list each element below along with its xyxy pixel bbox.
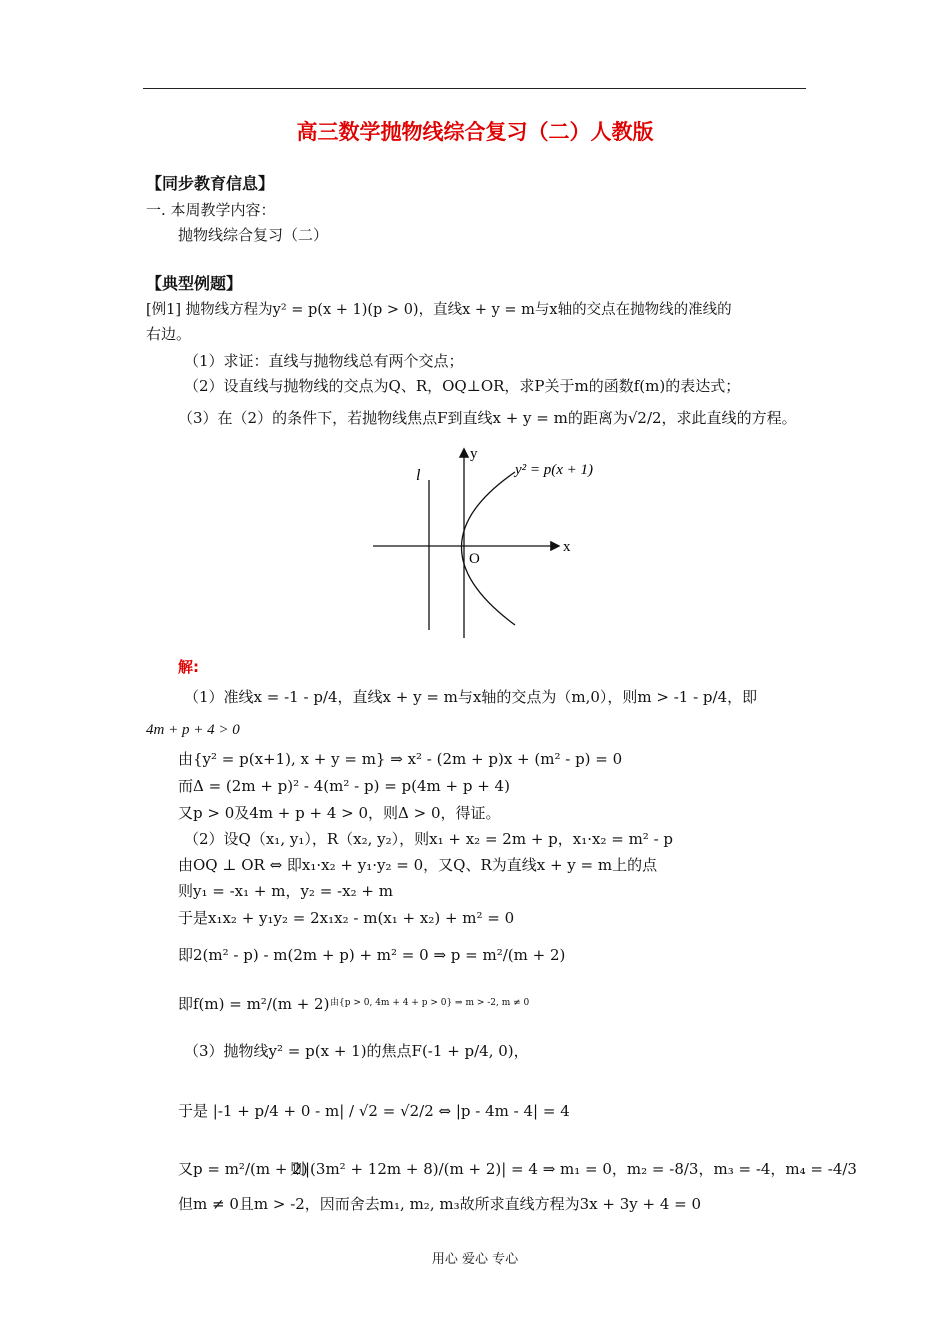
solution-line-4: 而Δ = (2m + p)² - 4(m² - p) = p(4m + p + 4) — [178, 777, 510, 795]
solution-line-6: （2）设Q（x₁, y₁），R（x₂, y₂），则x₁ + x₂ = 2m + p，x₁·x₂ = m² - p — [184, 830, 674, 848]
question-1: （1）求证：直线与抛物线总有两个交点； — [184, 352, 464, 370]
solution-line-12: 由{p > 0, 4m + 4 + p > 0} ⇒ m > -2, m ≠ 0 — [330, 998, 530, 1008]
x-axis-label: x — [563, 539, 571, 555]
solution-line-11: 即f(m) = m²/(m + 2) — [178, 995, 330, 1013]
solution-line-1: （1）准线x = -1 - p/4，直线x + y = m与x轴的交点为（m,0），则m > -1 - p/4，即 — [184, 688, 758, 706]
solution-line-13: （3）抛物线y² = p(x + 1)的焦点F(-1 + p/4, 0)， — [184, 1042, 529, 1060]
example-1-stem: [例1] 抛物线方程为y² = p(x + 1)(p > 0)，直线x + y = m与x轴的交点在抛物线的准线的 — [146, 302, 732, 318]
page-footer: 用心 爱心 专心 — [431, 1252, 519, 1267]
parabola-curve — [462, 472, 516, 625]
solution-label: 解: — [178, 658, 199, 676]
week-content-label: 一. 本周教学内容： — [146, 201, 276, 219]
solution-line-7: 由OQ ⊥ OR ⇔ 即x₁·x₂ + y₁·y₂ = 0，又Q、R为直线x + y = m上的点 — [178, 856, 658, 874]
solution-line-5: 又p > 0及4m + p + 4 > 0，则Δ > 0，得证。 — [178, 804, 501, 822]
week-content: 抛物线综合复习（二） — [178, 226, 329, 244]
directrix-label: l — [416, 467, 421, 484]
solution-line-14: 于是 |-1 + p/4 + 0 - m| / √2 = √2/2 ⇔ |p - 4m - 4| = 4 — [178, 1102, 570, 1120]
section-heading-examples: 【典型例题】 — [146, 274, 243, 293]
section-heading-sync: 【同步教育信息】 — [146, 174, 275, 193]
header-rule — [143, 88, 806, 89]
solution-line-17: 但m ≠ 0且m > -2，因而舍去m₁, m₂, m₃故所求直线方程为3x + 3y + 4 = 0 — [178, 1195, 702, 1213]
curve-equation-label: y² = p(x + 1) — [515, 462, 594, 478]
solution-line-8: 则y₁ = -x₁ + m，y₂ = -x₂ + m — [178, 882, 393, 900]
solution-line-3: 由{y² = p(x+1), x + y = m} ⇒ x² - (2m + p)x + (m² - p) = 0 — [178, 750, 623, 768]
parabola-figure — [368, 440, 630, 642]
question-2: （2）设直线与抛物线的交点为Q、R，OQ⊥OR，求P关于m的函数f(m)的表达式； — [184, 377, 741, 395]
solution-line-15: 又p = m²/(m + 2) — [178, 1160, 308, 1178]
solution-line-10: 即2(m² - p) - m(2m + p) + m² = 0 ⇒ p = m²/(m + 2) — [178, 946, 566, 964]
y-axis-label: y — [470, 446, 478, 462]
question-3: （3）在（2）的条件下，若抛物线焦点F到直线x + y = m的距离为√2/2，求此直线的方程。 — [178, 409, 797, 427]
solution-line-9: 于是x₁x₂ + y₁y₂ = 2x₁x₂ - m(x₁ + x₂) + m² = 0 — [178, 909, 515, 927]
example-1-stem-cont: 右边。 — [146, 325, 192, 343]
origin-label: O — [469, 551, 480, 567]
solution-line-16: 则|(3m² + 12m + 8)/(m + 2)| = 4 ⇒ m₁ = 0，m₂ = -8/3，m₃ = -4，m₄ = -4/3 — [290, 1160, 857, 1178]
solution-line-2: 4m + p + 4 > 0 — [146, 722, 240, 738]
page-title: 高三数学抛物线综合复习（二）人教版 — [296, 120, 654, 144]
